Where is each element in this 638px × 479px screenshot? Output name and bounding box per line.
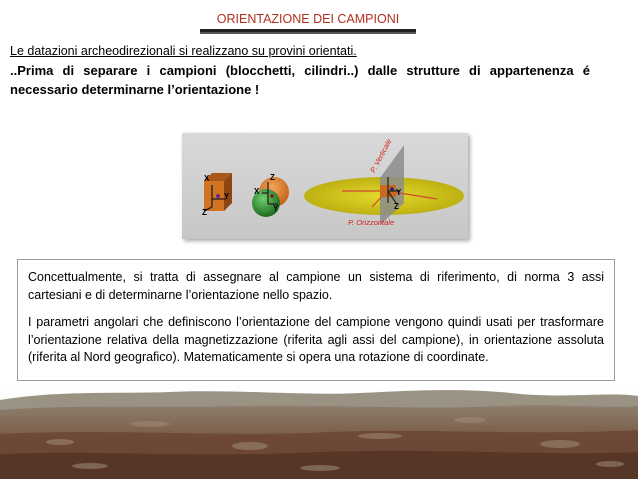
cube-axis-x-label: X [204, 174, 210, 183]
horizontal-plane-label: P. Orizzontale [348, 218, 395, 227]
orientation-diagram [182, 133, 468, 239]
intro-bold-text: ..Prima di separare i campioni (blocchetti, cilindri..) dalle strutture di appartenenza é necessario determinarne l’orientazione ! [10, 63, 590, 97]
explanation-paragraph-1: Concettualmente, si tratta di assegnare al campione un sistema di riferimento, di norma 3 assi cartesiani e di determinarne l’orientazione nello spazio. [28, 270, 604, 302]
orientation-figure [182, 133, 468, 239]
landscape-photo [0, 384, 638, 479]
sphere-sample [252, 177, 289, 217]
plane-axis-z-label: Z [394, 202, 399, 211]
cube-axis-z-label: Z [202, 208, 207, 217]
plane-axis-y-label: Y [396, 188, 402, 197]
cube-axis-y-label: Y [224, 192, 230, 201]
explanation-box [17, 259, 615, 381]
sphere-axis-x-label: X [254, 187, 260, 196]
sphere-axis-y-label: Y [273, 204, 279, 213]
slide-title: ORIENTAZIONE DEI CAMPIONI [200, 9, 416, 32]
intro-link-text[interactable]: Le datazioni archeodirezionali si realizzano su provini orientati. [10, 44, 357, 58]
explanation-paragraph-2: I parametri angolari che definiscono l’orientazione del campione vengono quindi usati per trasformare l’orientazione relativa della magnetizzazione (riferita agli assi del campione), in orientazione assoluta (riferita al Nord geografico). Matematicamente si opera una rotazione di coordinate. [28, 315, 604, 364]
vertical-plane-label: P. Verticale [368, 137, 394, 175]
sphere-axis-z-label: Z [270, 173, 275, 182]
